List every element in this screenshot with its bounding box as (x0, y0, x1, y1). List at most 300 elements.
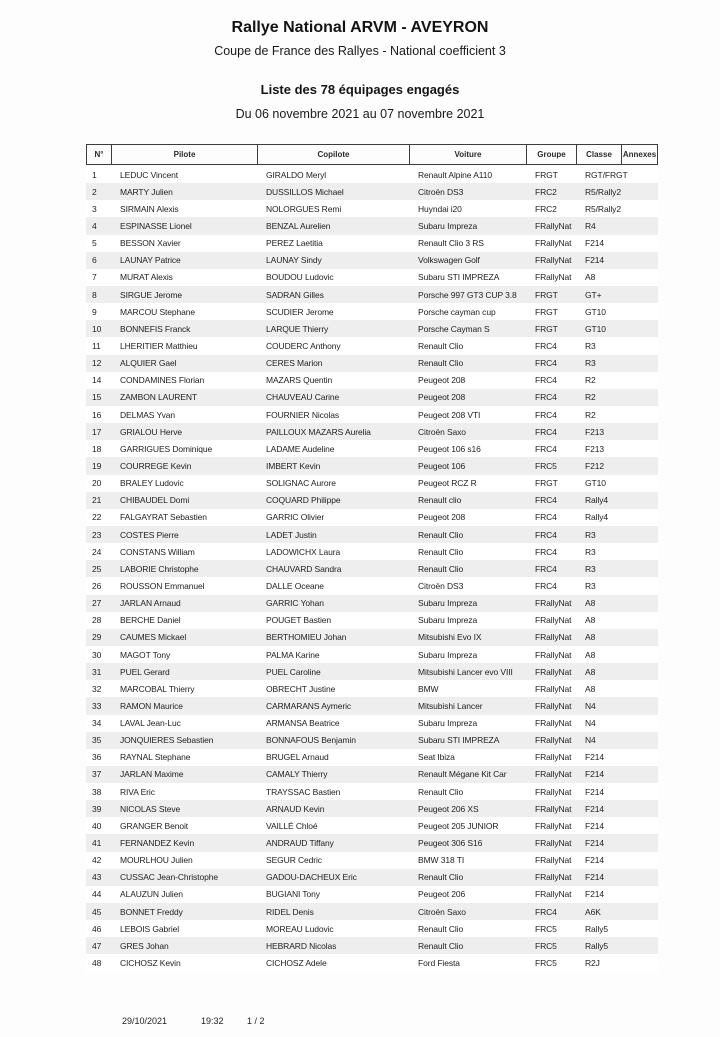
cell-classe: F213 (585, 443, 604, 454)
cell-pilote: GRES Johan (120, 940, 169, 951)
cell-pilote: BONNET Freddy (120, 906, 183, 917)
cell-copilote: GARRIC Olivier (266, 512, 325, 523)
cell-groupe: FRGT (535, 169, 558, 180)
cell-classe: R3 (585, 529, 596, 540)
cell-voiture: Renault Clio (418, 563, 464, 574)
cell-pilote: ALAUZUN Julien (120, 889, 183, 900)
cell-pilote: CAUMES Mickael (120, 632, 187, 643)
cell-voiture: Subaru STI IMPREZA (418, 735, 500, 746)
cell-groupe: FRallyNat (535, 220, 572, 231)
cell-groupe: FRallyNat (535, 718, 572, 729)
cell-copilote: PUEL Caroline (266, 666, 321, 677)
cell-classe: F214 (585, 889, 604, 900)
cell-voiture: Subaru Impreza (418, 649, 478, 660)
cell-num: 1 (92, 169, 97, 180)
table-row (86, 475, 658, 492)
cell-groupe: FRallyNat (535, 598, 572, 609)
cell-copilote: MOREAU Ludovic (266, 923, 334, 934)
cell-copilote: POUGET Bastien (266, 615, 332, 626)
document-page (0, 18, 720, 1037)
cell-voiture: Renault Clio (418, 358, 464, 369)
cell-pilote: MAGOT Tony (120, 649, 171, 660)
table-row (86, 817, 658, 834)
cell-voiture: Peugeot 106 s16 (418, 443, 481, 454)
cell-voiture: Porsche Cayman S (418, 323, 490, 334)
table-row (86, 612, 658, 629)
cell-copilote: VAILLÉ Chloé (266, 820, 318, 831)
cell-groupe: FRallyNat (535, 632, 572, 643)
cell-groupe: FRallyNat (535, 803, 572, 814)
cell-classe: Rally5 (585, 923, 609, 934)
cell-groupe: FRGT (535, 323, 558, 334)
cell-groupe: FRallyNat (535, 889, 572, 900)
cell-pilote: COURREGE Kevin (120, 460, 192, 471)
cell-classe: R5/Rally2 (585, 186, 621, 197)
cell-classe: F214 (585, 255, 604, 266)
cell-copilote: BUGIANI Tony (266, 889, 320, 900)
cell-groupe: FRC4 (535, 392, 557, 403)
cell-copilote: CICHOSZ Adele (266, 958, 327, 969)
cell-num: 29 (92, 632, 102, 643)
cell-pilote: GRIALOU Herve (120, 426, 182, 437)
cell-num: 35 (92, 735, 102, 746)
cell-groupe: FRallyNat (535, 786, 572, 797)
cell-groupe: FRC4 (535, 443, 557, 454)
cell-groupe: FRallyNat (535, 735, 572, 746)
cell-voiture: Peugeot 208 (418, 512, 466, 523)
cell-pilote: ROUSSON Emmanuel (120, 580, 205, 591)
cell-groupe: FRC5 (535, 958, 557, 969)
cell-classe: F214 (585, 238, 604, 249)
table-body (86, 166, 658, 972)
cell-voiture: Subaru Impreza (418, 615, 478, 626)
table-row (86, 440, 658, 457)
cell-num: 30 (92, 649, 102, 660)
cell-voiture: Porsche cayman cup (418, 306, 496, 317)
cell-pilote: COSTES Pierre (120, 529, 179, 540)
cell-classe: GT10 (585, 306, 606, 317)
table-row (86, 457, 658, 474)
cell-pilote: BONNEFIS Franck (120, 323, 191, 334)
cell-copilote: PALMA Karine (266, 649, 320, 660)
cell-copilote: GARRIC Yohan (266, 598, 324, 609)
cell-groupe: FRallyNat (535, 820, 572, 831)
cell-pilote: CONDAMINES Florian (120, 375, 205, 386)
cell-num: 22 (92, 512, 102, 523)
cell-classe: GT10 (585, 478, 606, 489)
cell-pilote: DELMAS Yvan (120, 409, 175, 420)
cell-num: 48 (92, 958, 102, 969)
cell-voiture: Ford Fiesta (418, 958, 460, 969)
column-header-voiture: Voiture (410, 144, 527, 165)
cell-copilote: BENZAL Aurelien (266, 220, 331, 231)
cell-groupe: FRallyNat (535, 872, 572, 883)
cell-num: 5 (92, 238, 97, 249)
table-row (86, 183, 658, 200)
entry-table (86, 144, 658, 972)
cell-groupe: FRallyNat (535, 855, 572, 866)
cell-voiture: Renault Clio (418, 923, 464, 934)
cell-pilote: PUEL Gerard (120, 666, 170, 677)
cell-num: 20 (92, 478, 102, 489)
cell-copilote: DALLE Oceane (266, 580, 324, 591)
table-row (86, 595, 658, 612)
cell-copilote: SEGUR Cedric (266, 855, 322, 866)
cell-groupe: FRallyNat (535, 272, 572, 283)
cell-num: 25 (92, 563, 102, 574)
cell-num: 12 (92, 358, 102, 369)
cell-voiture: Renault Alpine A110 (418, 169, 493, 180)
cell-num: 19 (92, 460, 102, 471)
table-row (86, 834, 658, 851)
cell-pilote: RIVA Eric (120, 786, 155, 797)
table-row (86, 406, 658, 423)
table-row (86, 269, 658, 286)
cell-copilote: CARMARANS Aymeric (266, 700, 352, 711)
cell-classe: F213 (585, 426, 604, 437)
cell-classe: N4 (585, 735, 596, 746)
cell-classe: Rally4 (585, 512, 609, 523)
cell-groupe: FRallyNat (535, 238, 572, 249)
cell-pilote: FERNANDEZ Kevin (120, 838, 195, 849)
cell-classe: F214 (585, 838, 604, 849)
cell-pilote: LEBOIS Gabriel (120, 923, 180, 934)
table-row (86, 783, 658, 800)
cell-pilote: MURAT Alexis (120, 272, 173, 283)
cell-voiture: Subaru Impreza (418, 220, 478, 231)
cell-copilote: DUSSILLOS Michael (266, 186, 344, 197)
cell-voiture: Huyndai i20 (418, 203, 462, 214)
column-header-copilote: Copilote (258, 144, 410, 165)
cell-groupe: FRC5 (535, 923, 557, 934)
table-row (86, 852, 658, 869)
cell-classe: F214 (585, 872, 604, 883)
table-row (86, 372, 658, 389)
table-row (86, 492, 658, 509)
cell-classe: F214 (585, 803, 604, 814)
cell-copilote: BOUDOU Ludovic (266, 272, 334, 283)
cell-pilote: FALGAYRAT Sebastien (120, 512, 207, 523)
cell-pilote: CICHOSZ Kevin (120, 958, 181, 969)
cell-num: 34 (92, 718, 102, 729)
cell-num: 37 (92, 769, 102, 780)
cell-classe: F214 (585, 855, 604, 866)
cell-pilote: LAVAL Jean-Luc (120, 718, 181, 729)
cell-groupe: FRGT (535, 289, 558, 300)
cell-voiture: Peugeot 206 XS (418, 803, 479, 814)
cell-classe: N4 (585, 718, 596, 729)
cell-copilote: PEREZ Laetitia (266, 238, 323, 249)
cell-pilote: ALQUIER Gael (120, 358, 177, 369)
cell-classe: A8 (585, 632, 596, 643)
cell-groupe: FRallyNat (535, 752, 572, 763)
cell-classe: A8 (585, 615, 596, 626)
cell-num: 2 (92, 186, 97, 197)
table-row (86, 543, 658, 560)
entry-list-title: Liste des 78 équipages engagés (260, 82, 460, 97)
cell-pilote: MARCOBAL Thierry (120, 683, 195, 694)
cell-voiture: Subaru STI IMPREZA (418, 272, 500, 283)
cell-pilote: MARTY Julien (120, 186, 173, 197)
cell-num: 44 (92, 889, 102, 900)
cell-num: 21 (92, 495, 102, 506)
table-row (86, 646, 658, 663)
cell-groupe: FRC4 (535, 495, 557, 506)
cell-classe: Rally5 (585, 940, 609, 951)
cell-num: 6 (92, 255, 97, 266)
cell-num: 17 (92, 426, 102, 437)
cell-voiture: Mitsubishi Lancer evo VIII (418, 666, 513, 677)
table-row (86, 749, 658, 766)
cell-pilote: ZAMBON LAURENT (120, 392, 197, 403)
cell-voiture: Renault clio (418, 495, 462, 506)
cell-voiture: Renault Mégane Kit Car (418, 769, 507, 780)
cell-num: 11 (92, 340, 101, 351)
cell-copilote: SOLIGNAC Aurore (266, 478, 336, 489)
cell-num: 45 (92, 906, 102, 917)
table-row (86, 577, 658, 594)
cell-groupe: FRC4 (535, 512, 557, 523)
cell-voiture: Subaru Impreza (418, 598, 478, 609)
cell-pilote: NICOLAS Steve (120, 803, 181, 814)
cell-voiture: Peugeot 205 JUNIOR (418, 820, 499, 831)
cell-copilote: CAMALY Thierry (266, 769, 328, 780)
cell-num: 9 (92, 306, 97, 317)
cell-num: 14 (92, 375, 102, 386)
cell-classe: F214 (585, 752, 604, 763)
table-row (86, 509, 658, 526)
cell-groupe: FRallyNat (535, 700, 572, 711)
table-header-row (86, 144, 658, 165)
cell-voiture: Renault Clio 3 RS (418, 238, 484, 249)
cell-classe: R4 (585, 220, 596, 231)
table-row (86, 252, 658, 269)
cell-voiture: Renault Clio (418, 872, 464, 883)
cell-voiture: Citroën Saxo (418, 906, 466, 917)
cell-voiture: Seat Ibiza (418, 752, 455, 763)
cell-pilote: ESPINASSE Lionel (120, 220, 192, 231)
cell-copilote: BONNAFOUS Benjamin (266, 735, 356, 746)
column-header-annexes: Annexes (622, 144, 658, 165)
cell-voiture: BMW 318 TI (418, 855, 465, 866)
cell-groupe: FRC2 (535, 203, 557, 214)
table-row (86, 389, 658, 406)
table-row (86, 920, 658, 937)
cell-voiture: Peugeot 206 (418, 889, 466, 900)
cell-groupe: FRC4 (535, 580, 557, 591)
table-row (86, 526, 658, 543)
cell-classe: F214 (585, 769, 604, 780)
cell-pilote: SIRMAIN Alexis (120, 203, 179, 214)
cell-groupe: FRallyNat (535, 649, 572, 660)
cell-classe: A8 (585, 683, 596, 694)
table-row (86, 337, 658, 354)
cell-voiture: Mitsubishi Lancer (418, 700, 483, 711)
cell-groupe: FRC4 (535, 563, 557, 574)
cell-groupe: FRC4 (535, 906, 557, 917)
cell-num: 47 (92, 940, 102, 951)
cell-num: 27 (92, 598, 102, 609)
cell-voiture: Mitsubishi Evo IX (418, 632, 482, 643)
cell-groupe: FRC4 (535, 358, 557, 369)
cell-pilote: CONSTANS William (120, 546, 195, 557)
cell-voiture: Peugeot 208 (418, 392, 466, 403)
cell-voiture: Citroën DS3 (418, 580, 464, 591)
cell-voiture: Renault Clio (418, 529, 464, 540)
cell-classe: F214 (585, 820, 604, 831)
cell-copilote: COQUARD Philippe (266, 495, 341, 506)
cell-num: 18 (92, 443, 102, 454)
cell-copilote: LAUNAY Sindy (266, 255, 322, 266)
cell-copilote: LADET Justin (266, 529, 317, 540)
cell-pilote: JARLAN Arnaud (120, 598, 181, 609)
cell-pilote: RAMON Maurice (120, 700, 183, 711)
cell-groupe: FRC4 (535, 546, 557, 557)
cell-classe: R3 (585, 563, 596, 574)
table-row (86, 680, 658, 697)
cell-voiture: Peugeot 208 (418, 375, 466, 386)
cell-groupe: FRallyNat (535, 255, 572, 266)
table-row (86, 320, 658, 337)
cell-pilote: JONQUIERES Sebastien (120, 735, 214, 746)
table-row (86, 286, 658, 303)
cell-num: 26 (92, 580, 102, 591)
cell-voiture: Peugeot 208 VTI (418, 409, 481, 420)
cell-voiture: Renault Clio (418, 340, 464, 351)
cell-pilote: LAUNAY Patrice (120, 255, 181, 266)
cell-pilote: BRALEY Ludovic (120, 478, 184, 489)
cell-num: 24 (92, 546, 102, 557)
table-row (86, 732, 658, 749)
cell-pilote: GARRIGUES Dominique (120, 443, 213, 454)
table-row (86, 766, 658, 783)
cell-copilote: LADOWICHX Laura (266, 546, 341, 557)
cell-pilote: JARLAN Maxime (120, 769, 184, 780)
cell-num: 7 (92, 272, 97, 283)
table-row (86, 303, 658, 320)
cell-voiture: Subaru Impreza (418, 718, 478, 729)
cell-classe: R2J (585, 958, 600, 969)
cell-classe: A8 (585, 272, 596, 283)
cell-groupe: FRC4 (535, 529, 557, 540)
table-row (86, 423, 658, 440)
cell-copilote: HEBRARD Nicolas (266, 940, 337, 951)
cell-classe: R3 (585, 546, 596, 557)
cell-voiture: Porsche 997 GT3 CUP 3.8 (418, 289, 517, 300)
cell-copilote: LARQUE Thierry (266, 323, 329, 334)
cell-voiture: Renault Clio (418, 940, 464, 951)
cell-classe: R2 (585, 375, 596, 386)
cell-voiture: Renault Clio (418, 786, 464, 797)
table-row (86, 903, 658, 920)
cell-copilote: GIRALDO Meryl (266, 169, 327, 180)
cell-classe: GT+ (585, 289, 602, 300)
table-row (86, 200, 658, 217)
event-date-range: Du 06 novembre 2021 au 07 novembre 2021 (235, 107, 485, 121)
table-row (86, 217, 658, 234)
column-header-pilote: Pilote (112, 144, 258, 165)
cell-voiture: Renault Clio (418, 546, 464, 557)
cell-classe: A8 (585, 649, 596, 660)
cell-classe: F214 (585, 786, 604, 797)
cell-pilote: GRANGER Benoit (120, 820, 189, 831)
table-row (86, 869, 658, 886)
cell-copilote: OBRECHT Justine (266, 683, 336, 694)
rally-subtitle: Coupe de France des Rallyes - National coefficient 3 (214, 44, 506, 58)
cell-copilote: RIDEL Denis (266, 906, 314, 917)
cell-voiture: BMW (418, 683, 439, 694)
cell-groupe: FRGT (535, 306, 558, 317)
cell-voiture: Peugeot RCZ R (418, 478, 477, 489)
document-header (0, 18, 720, 122)
cell-classe: A6K (585, 906, 601, 917)
cell-pilote: LABORIE Christophe (120, 563, 199, 574)
cell-groupe: FRallyNat (535, 615, 572, 626)
cell-groupe: FRallyNat (535, 666, 572, 677)
cell-num: 3 (92, 203, 97, 214)
cell-classe: A8 (585, 666, 596, 677)
cell-pilote: BERCHE Daniel (120, 615, 181, 626)
document-footer (0, 1016, 720, 1030)
table-row (86, 629, 658, 646)
cell-voiture: Peugeot 106 (418, 460, 466, 471)
cell-num: 16 (92, 409, 102, 420)
cell-classe: R3 (585, 580, 596, 591)
cell-copilote: LADAME Audeline (266, 443, 335, 454)
cell-pilote: LHERITIER Matthieu (120, 340, 198, 351)
column-header-classe: Classe (577, 144, 622, 165)
table-row (86, 954, 658, 971)
cell-groupe: FRC5 (535, 460, 557, 471)
table-row (86, 937, 658, 954)
cell-num: 8 (92, 289, 97, 300)
cell-groupe: FRC4 (535, 375, 557, 386)
cell-classe: RGT/FRGT (585, 169, 628, 180)
cell-groupe: FRC4 (535, 409, 557, 420)
table-row (86, 800, 658, 817)
cell-copilote: ANDRAUD Tiffany (266, 838, 334, 849)
cell-pilote: LEDUC Vincent (120, 169, 179, 180)
cell-copilote: TRAYSSAC Bastien (266, 786, 341, 797)
cell-copilote: IMBERT Kevin (266, 460, 321, 471)
cell-copilote: CHAUVEAU Carine (266, 392, 340, 403)
cell-copilote: COUDERC Anthony (266, 340, 341, 351)
cell-num: 41 (92, 838, 102, 849)
cell-copilote: PAILLOUX MAZARS Aurelia (266, 426, 371, 437)
cell-copilote: GADOU-DACHEUX Eric (266, 872, 357, 883)
cell-groupe: FRGT (535, 478, 558, 489)
cell-copilote: MAZARS Quentin (266, 375, 333, 386)
cell-num: 15 (92, 392, 102, 403)
cell-classe: Rally4 (585, 495, 609, 506)
cell-num: 23 (92, 529, 102, 540)
cell-num: 40 (92, 820, 102, 831)
cell-copilote: BRUGEL Arnaud (266, 752, 329, 763)
cell-groupe: FRC5 (535, 940, 557, 951)
cell-num: 10 (92, 323, 102, 334)
cell-num: 32 (92, 683, 102, 694)
cell-groupe: FRC2 (535, 186, 557, 197)
column-header-groupe: Groupe (527, 144, 577, 165)
table-row (86, 355, 658, 372)
cell-copilote: SADRAN Gilles (266, 289, 324, 300)
cell-pilote: RAYNAL Stephane (120, 752, 191, 763)
table-row (86, 166, 658, 183)
cell-voiture: Citroën DS3 (418, 186, 464, 197)
cell-classe: R2 (585, 409, 596, 420)
column-header-num: N° (86, 144, 112, 165)
cell-groupe: FRallyNat (535, 769, 572, 780)
